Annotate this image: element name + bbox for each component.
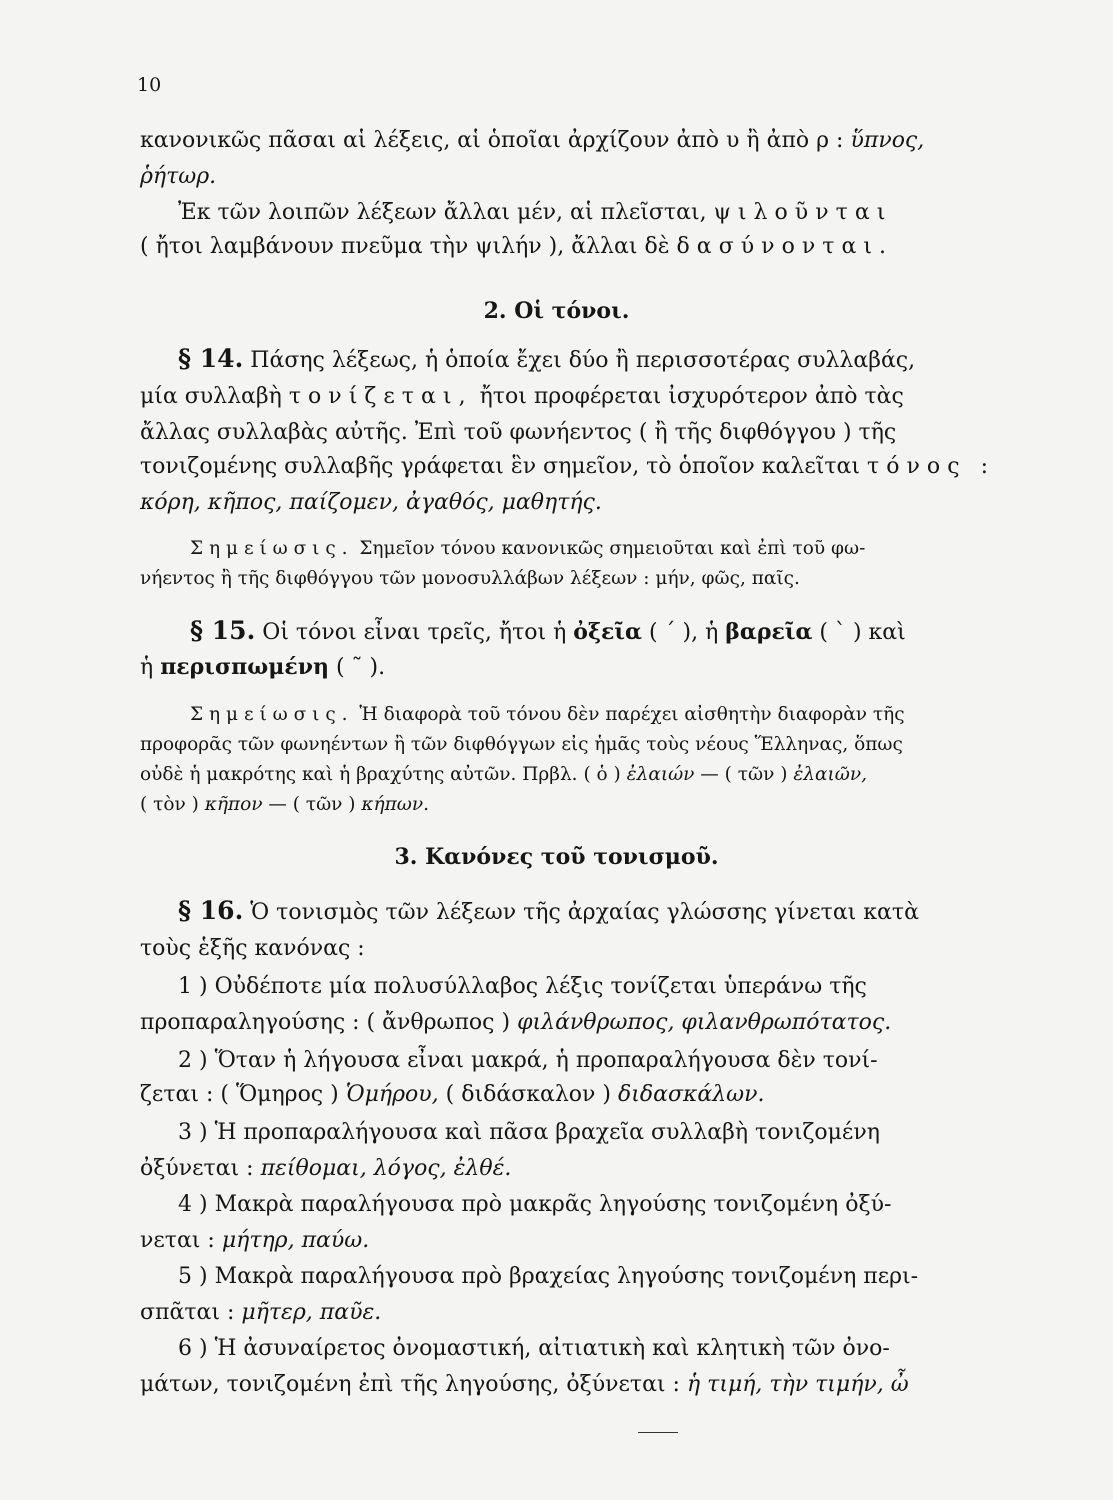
example-word: ῥήτωρ. bbox=[140, 164, 217, 189]
example-word: κήπων. bbox=[361, 794, 430, 815]
text-span: ( ` ) καὶ bbox=[819, 620, 906, 645]
text-line bbox=[140, 1370, 909, 1400]
example-words: πείθομαι, λόγος, ἐλθέ. bbox=[260, 1156, 512, 1181]
text-span: ἤτοι προφέρεται ἰσχυρότερον ἀπὸ τὰς bbox=[479, 384, 904, 409]
spaced-term: τονίζεται, bbox=[288, 384, 473, 409]
section-heading-tonoi: 2. Οἱ τόνοι. bbox=[483, 298, 630, 324]
text-span: ἡ bbox=[140, 655, 154, 680]
paragraph-number: § 16. bbox=[178, 896, 244, 925]
text-line bbox=[140, 488, 602, 518]
text-line bbox=[140, 1080, 765, 1110]
text-span: ( ´ ), ἡ bbox=[648, 620, 719, 645]
section-heading-kanones: 3. Κανόνες τοῦ τονισμοῦ. bbox=[394, 844, 719, 870]
example-word: Ὁμήρου, bbox=[345, 1082, 439, 1107]
text-span: Ἡ διαφορὰ τοῦ τόνου δὲν παρέχει αἰσθητὴν διαφορὰν τῆς bbox=[359, 704, 905, 725]
text-line bbox=[140, 382, 904, 412]
text-line bbox=[140, 232, 893, 262]
text-line bbox=[140, 652, 385, 683]
text-span: μάτων, τονιζομένη ἐπὶ τῆς ληγούσης, ὀξύνεται : bbox=[140, 1372, 680, 1397]
text-span: ( ˜ ). bbox=[335, 655, 386, 680]
page-number: 10 bbox=[137, 74, 162, 96]
note-label: Σημείωσις. bbox=[190, 538, 354, 559]
example-word: ἐλαιών bbox=[626, 764, 695, 785]
note-line: προφορᾶς τῶν φωνηέντων ἢ τῶν διφθόγγων εἰς ἡμᾶς τοὺς νέους Ἕλληνας, ὅπως bbox=[140, 734, 903, 755]
text-span: σπᾶται : bbox=[140, 1300, 235, 1325]
text-span: ζεται : ( Ὅμηρος ) bbox=[140, 1082, 339, 1107]
note-label: Σημείωσις. bbox=[190, 704, 354, 725]
term-vareia: βαρεῖα bbox=[725, 619, 813, 645]
example-word: ὕπνος, bbox=[850, 128, 925, 153]
text-line: τοὺς ἑξῆς κανόνας : bbox=[140, 936, 365, 961]
text-line bbox=[140, 1154, 511, 1184]
text-line bbox=[190, 616, 906, 648]
example-words: κόρη, κῆπος, παίζομεν, ἀγαθός, μαθητής. bbox=[140, 490, 602, 515]
rule-line: 3 ) Ἡ προπαραλήγουσα καὶ πᾶσα βραχεῖα συλλαβὴ τονιζομένη bbox=[178, 1120, 880, 1145]
spaced-term: ψιλοῦνται bbox=[713, 200, 893, 225]
note-line bbox=[140, 760, 867, 790]
text-span: Πάσης λέξεως, ἡ ὁποία ἔχει δύο ἢ περισσοτέρας συλλαβάς, bbox=[250, 348, 916, 373]
text-line bbox=[178, 896, 919, 928]
text-span: μία συλλαβὴ bbox=[140, 384, 282, 409]
example-words: ἡ τιμή, τὴν τιμήν, ὦ bbox=[686, 1372, 909, 1397]
example-words: μήτηρ, παύω. bbox=[221, 1228, 370, 1253]
text-span: οὐδὲ ἡ μακρότης καὶ ἡ βραχύτης αὐτῶν. Πρβλ. ( ὁ ) bbox=[140, 764, 621, 785]
text-span: κανονικῶς πᾶσαι αἱ λέξεις, αἱ ὁποῖαι ἀρχίζουν ἀπὸ υ ἢ ἀπὸ ρ : bbox=[140, 128, 844, 153]
text-span: νεται : bbox=[140, 1228, 215, 1253]
text-span: Ἐκ τῶν λοιπῶν λέξεων ἄλλαι μέν, αἱ πλεῖσται, bbox=[178, 200, 707, 225]
text-span: προπαραληγούσης : ( ἄνθρωπος ) bbox=[140, 1010, 511, 1035]
text-span: Σημεῖον τόνου κανονικῶς σημειοῦται καὶ ἐπὶ τοῦ φω- bbox=[359, 538, 866, 559]
text-line: ἄλλας συλλαβὰς αὐτῆς. Ἐπὶ τοῦ φωνήεντος ( ἢ τῆς διφθόγγου ) τῆς bbox=[140, 420, 897, 445]
text-line bbox=[140, 126, 924, 156]
text-line bbox=[140, 1008, 891, 1038]
rule-line: 4 ) Μακρὰ παραλήγουσα πρὸ μακρᾶς ληγούσης τονιζομένη ὀξύ- bbox=[178, 1192, 892, 1217]
text-span: ( ἤτοι λαμβάνουν πνεῦμα τὴν ψιλήν ), ἄλλαι δὲ bbox=[140, 234, 670, 259]
rule-line: 6 ) Ἡ ἀσυναίρετος ὀνομαστική, αἰτιατικὴ καὶ κλητικὴ τῶν ὀνο- bbox=[178, 1336, 890, 1361]
footer-rule bbox=[638, 1432, 678, 1433]
text-line bbox=[178, 344, 915, 376]
text-span: ὀξύνεται : bbox=[140, 1156, 254, 1181]
note-line: νήεντος ἢ τῆς διφθόγγου τῶν μονοσυλλάβων λέξεων : μήν, φῶς, παῖς. bbox=[140, 568, 800, 589]
text-line bbox=[140, 452, 995, 482]
text-span: ( διδάσκαλον ) bbox=[445, 1082, 611, 1107]
rule-line: 5 ) Μακρὰ παραλήγουσα πρὸ βραχείας ληγούσης τονιζομένη περι- bbox=[178, 1264, 919, 1289]
example-words: φιλάνθρωπος, φιλανθρωπότατος. bbox=[517, 1010, 892, 1035]
note-line bbox=[190, 534, 865, 564]
paragraph-number: § 15. bbox=[190, 616, 256, 645]
spaced-term: τόνος : bbox=[867, 454, 996, 479]
example-word: κῆπον bbox=[204, 794, 263, 815]
text-line bbox=[140, 1226, 369, 1256]
term-oxeia: ὀξεῖα bbox=[573, 619, 642, 645]
text-span: — ( τῶν ) bbox=[268, 794, 356, 815]
note-line bbox=[140, 790, 429, 820]
text-span: Οἱ τόνοι εἶναι τρεῖς, ἤτοι ἡ bbox=[262, 620, 567, 645]
text-line bbox=[178, 198, 892, 228]
term-perispomeni: περισπωμένη bbox=[160, 654, 329, 680]
spaced-term: δασύνονται. bbox=[676, 234, 894, 259]
text-span: Ὁ τονισμὸς τῶν λέξεων τῆς ἀρχαίας γλώσσης γίνεται κατὰ bbox=[250, 900, 919, 925]
example-words: μῆτερ, παῦε. bbox=[241, 1300, 382, 1325]
text-span: — ( τῶν ) bbox=[700, 764, 788, 785]
text-span: ( τὸν ) bbox=[140, 794, 199, 815]
note-line bbox=[190, 700, 905, 730]
example-word: ἐλαιῶν, bbox=[793, 764, 867, 785]
paragraph-number: § 14. bbox=[178, 344, 244, 373]
text-line bbox=[140, 162, 216, 192]
example-word: διδασκάλων. bbox=[617, 1082, 765, 1107]
rule-line: 1 ) Οὐδέποτε μία πολυσύλλαβος λέξις τονίζεται ὑπεράνω τῆς bbox=[178, 974, 867, 999]
text-span: τονιζομένης συλλαβῆς γράφεται ἓν σημεῖον, τὸ ὁποῖον καλεῖται bbox=[140, 454, 861, 479]
rule-line: 2 ) Ὅταν ἡ λήγουσα εἶναι μακρά, ἡ προπαραλήγουσα δὲν τονί- bbox=[178, 1048, 878, 1073]
text-line bbox=[140, 1298, 381, 1328]
